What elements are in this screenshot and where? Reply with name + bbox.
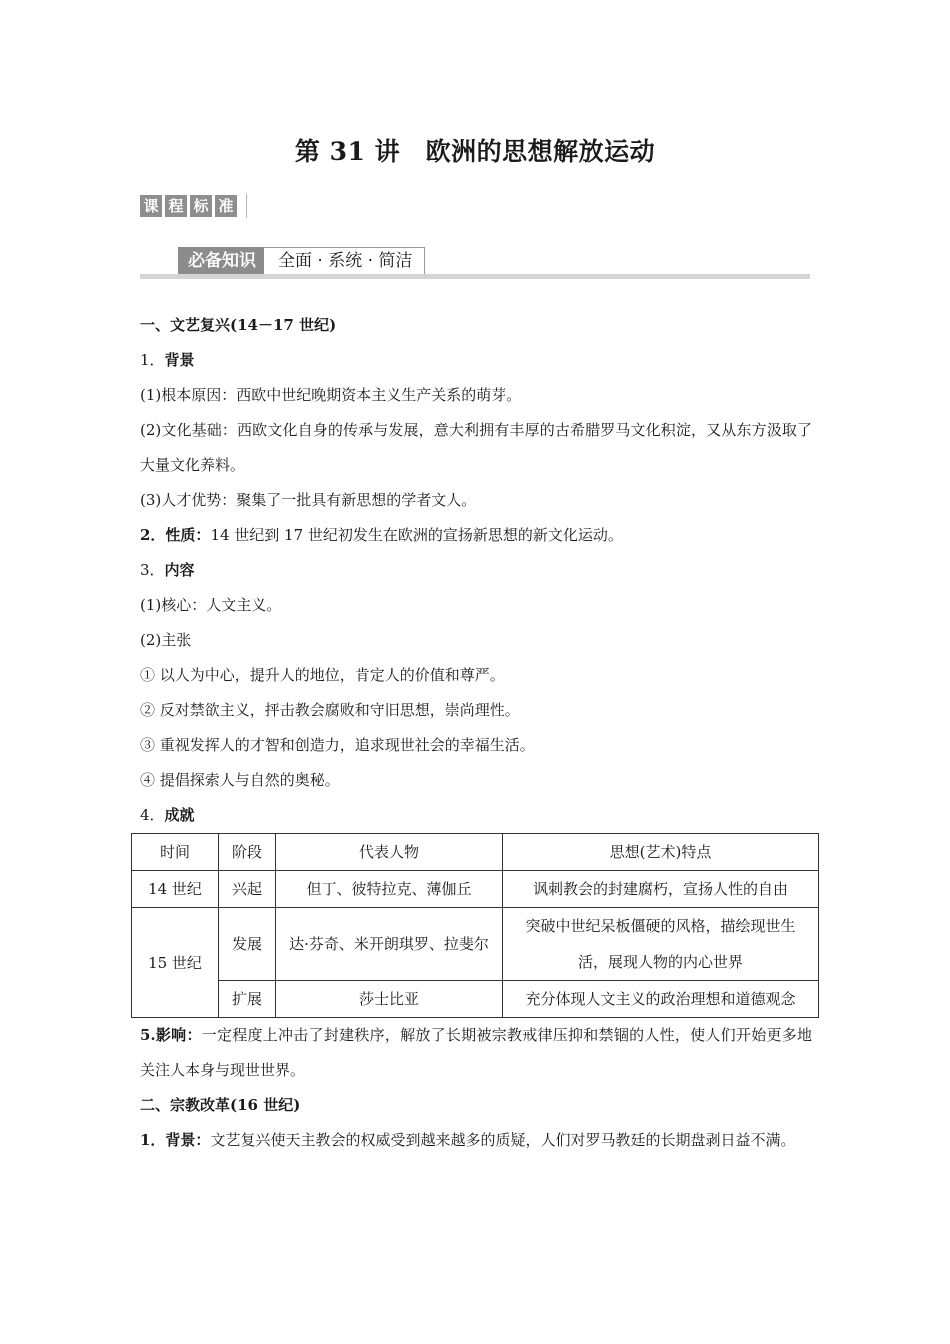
page-title: 第 31 讲 欧洲的思想解放运动 bbox=[294, 137, 656, 166]
section-heading: 二、宗教改革(16 世纪) bbox=[140, 1096, 301, 1114]
table-cell: 充分体现人文主义的政治理想和道德观念 bbox=[503, 981, 819, 1018]
list-item: ② 反对禁欲主义，抨击教会腐败和守旧思想，崇尚理性。 bbox=[140, 701, 520, 719]
badge-char: 标 bbox=[190, 195, 212, 217]
table-cell: 扩展 bbox=[219, 981, 276, 1018]
item-number: 1． bbox=[140, 351, 165, 369]
badge-divider bbox=[246, 194, 247, 218]
list-item: ① 以人为中心，提升人的地位，肯定人的价值和尊严。 bbox=[140, 666, 505, 684]
item-text: 一定程度上冲击了封建秩序，解放了长期被宗教戒律压抑和禁锢的人性，使人们开始更多地关注人本身与现世世界。 bbox=[140, 1026, 812, 1079]
table-header: 时间 bbox=[132, 834, 219, 871]
banner-label: 必备知识 bbox=[178, 247, 264, 275]
banner-underline bbox=[140, 274, 810, 279]
list-item: ③ 重视发挥人的才智和创造力，追求现世社会的幸福生活。 bbox=[140, 736, 535, 754]
table-cell: 兴起 bbox=[219, 871, 276, 908]
item-number: 3． bbox=[140, 561, 165, 579]
paragraph-nature bbox=[140, 518, 812, 553]
course-standard-badge bbox=[140, 194, 247, 218]
table-header-row bbox=[132, 834, 819, 871]
item-label: 内容 bbox=[164, 561, 195, 579]
banner-subtitle: 全面 · 系统 · 简洁 bbox=[264, 247, 425, 275]
table-row bbox=[132, 981, 819, 1018]
badge-char: 课 bbox=[140, 195, 162, 217]
table-cell: 莎士比亚 bbox=[276, 981, 503, 1018]
table-cell: 突破中世纪呆板僵硬的风格，描绘现世生活，展现人物的内心世界 bbox=[503, 908, 819, 981]
table-cell: 达·芬奇、米开朗琪罗、拉斐尔 bbox=[276, 908, 503, 981]
table-header: 思想(艺术)特点 bbox=[503, 834, 819, 871]
paragraph: (1)根本原因：西欧中世纪晚期资本主义生产关系的萌芽。 bbox=[140, 386, 522, 404]
table-cell: 讽刺教会的封建腐朽，宣扬人性的自由 bbox=[503, 871, 819, 908]
paragraph: (1)核心：人文主义。 bbox=[140, 596, 282, 614]
subheading-background bbox=[140, 343, 812, 378]
document-body bbox=[140, 308, 812, 1158]
paragraph-impact bbox=[140, 1018, 812, 1088]
subheading-content bbox=[140, 553, 812, 588]
table-row bbox=[132, 871, 819, 908]
table-row bbox=[132, 908, 819, 981]
section-banner bbox=[178, 247, 425, 275]
item-label: 成就 bbox=[164, 806, 195, 824]
table-cell: 发展 bbox=[219, 908, 276, 981]
section-heading: 一、文艺复兴(14－17 世纪) bbox=[140, 316, 337, 334]
item-label: 背景 bbox=[164, 351, 195, 369]
table-cell: 15 世纪 bbox=[132, 908, 219, 1018]
paragraph: (2)文化基础：西欧文化自身的传承与发展，意大利拥有丰厚的古希腊罗马文化积淀，又从东方汲取了大量文化养料。 bbox=[140, 421, 812, 474]
paragraph: (3)人才优势：聚集了一批具有新思想的学者文人。 bbox=[140, 491, 477, 509]
badge-char: 准 bbox=[215, 195, 237, 217]
paragraph: (2)主张 bbox=[140, 631, 192, 649]
subheading-achievements bbox=[140, 798, 812, 833]
achievements-table bbox=[131, 833, 819, 1018]
item-label: 2．性质： bbox=[140, 526, 211, 544]
table-cell: 14 世纪 bbox=[132, 871, 219, 908]
table-cell: 但丁、彼特拉克、薄伽丘 bbox=[276, 871, 503, 908]
item-text: 文艺复兴使天主教会的权威受到越来越多的质疑，人们对罗马教廷的长期盘剥日益不满。 bbox=[210, 1131, 796, 1149]
table-header: 代表人物 bbox=[276, 834, 503, 871]
item-text: 14 世纪到 17 世纪初发生在欧洲的宣扬新思想的新文化运动。 bbox=[210, 526, 623, 544]
item-label: 5.影响： bbox=[140, 1026, 202, 1044]
item-number: 4． bbox=[140, 806, 165, 824]
item-label: 1．背景： bbox=[140, 1131, 211, 1149]
paragraph-background bbox=[140, 1123, 812, 1158]
list-item: ④ 提倡探索人与自然的奥秘。 bbox=[140, 771, 340, 789]
badge-char: 程 bbox=[165, 195, 187, 217]
table-header: 阶段 bbox=[219, 834, 276, 871]
